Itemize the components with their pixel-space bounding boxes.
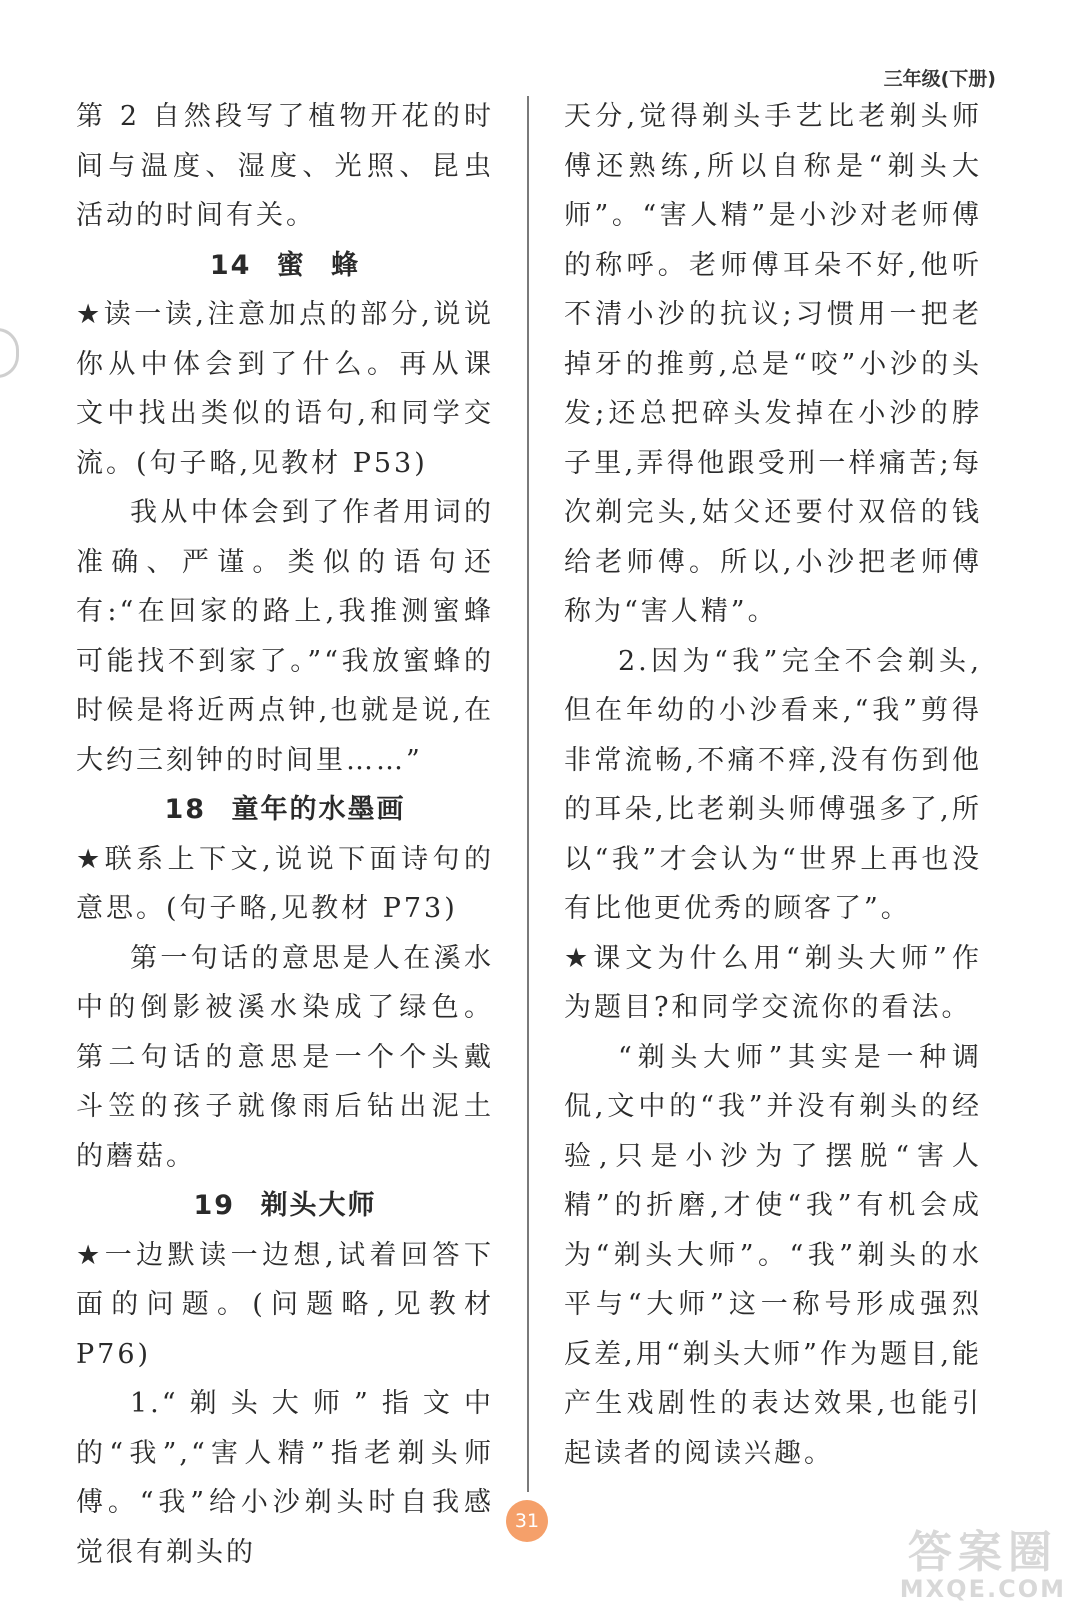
- grade-label: 三年级(下册): [883, 68, 996, 90]
- question-title-reason-text: 课文为什么用“剃头大师”作为题目?和同学交流你的看法。: [564, 942, 982, 1023]
- question-19-text: 一边默读一边想,试着回答下面的问题。(问题略,见教材 P76): [76, 1239, 494, 1370]
- question-19: [76, 1231, 494, 1380]
- answer-title-reason: “剃头大师”其实是一种调侃,文中的“我”并没有剃头的经验,只是小沙为了摆脱“害人精”的折磨,才使“我”有机会成为“剃头大师”。“我”剃头的水平与“大师”这一称号形成强烈反差,用“剃头大师”作为题目,能产生戏剧性的表达效果,也能引起读者的阅读兴趣。: [564, 1041, 982, 1469]
- column-divider: [527, 96, 529, 1492]
- question-14: [76, 290, 494, 488]
- left-column: [76, 92, 494, 1577]
- answer-19-part1-continued: 天分,觉得剃头手艺比老剃头师傅还熟练,所以自称是“剃头大师”。“害人精”是小沙对老师傅的称呼。老师傅耳朵不好,他听不清小沙的抗议;习惯用一把老掉牙的推剪,总是“咬”小沙的头发;还总把碎头发掉在小沙的脖子里,弄得他跟受刑一样痛苦;每次剃完头,姑父还要付双倍的钱给老师傅。所以,小沙把老师傅称为“害人精”。: [564, 101, 982, 627]
- star-icon: ★: [76, 843, 105, 875]
- answer-19-part2: 2.因为“我”完全不会剃头,但在年幼的小沙看来,“我”剪得非常流畅,不痛不痒,没有伤到他的耳朵,比老剃头师傅强多了,所以“我”才会认为“世界上再也没有比他更优秀的顾客了”。: [564, 645, 982, 924]
- section-title-18: 18 童年的水墨画: [164, 794, 406, 825]
- page-edge-mark: [0, 328, 19, 378]
- question-14-text: 读一读,注意加点的部分,说说你从中体会到了什么。再从课文中找出类似的语句,和同学交流。(句子略,见教材 P53): [76, 299, 494, 479]
- answer-18: 第一句话的意思是人在溪水中的倒影被溪水染成了绿色。第二句话的意思是一个个头戴斗笠的孩子就像雨后钻出泥土的蘑菇。: [76, 942, 494, 1172]
- watermark-logo: [899, 1527, 1066, 1603]
- watermark-text: 答案圈: [907, 1527, 1058, 1578]
- section-title-19: 19 剃头大师: [193, 1190, 377, 1221]
- star-icon: ★: [564, 942, 594, 974]
- answer-14: 我从中体会到了作者用词的准确、严谨。类似的语句还有:“在回家的路上,我推测蜜蜂可能找不到家了。”“我放蜜蜂的时候是将近两点钟,也就是说,在大约三刻钟的时间里……”: [76, 497, 494, 776]
- page-number-badge: 31: [506, 1500, 548, 1542]
- right-column: [564, 92, 982, 1478]
- watermark-url: MXQE.COM: [899, 1575, 1066, 1603]
- star-icon: ★: [76, 299, 104, 330]
- question-title-reason: [564, 934, 982, 1033]
- paragraph-plant-flowering: 第 2 自然段写了植物开花的时间与温度、湿度、光照、昆虫活动的时间有关。: [76, 101, 494, 231]
- star-icon: ★: [76, 1239, 105, 1271]
- section-title-14: 14 蜜 蜂: [209, 249, 361, 281]
- answer-19-part1: 1.“剃头大师”指文中的“我”,“害人精”指老剃头师傅。“我”给小沙剃头时自我感觉很有剃头的: [76, 1388, 494, 1568]
- question-18-text: 联系上下文,说说下面诗句的意思。(句子略,见教材 P73): [76, 843, 494, 924]
- question-18: [76, 835, 494, 934]
